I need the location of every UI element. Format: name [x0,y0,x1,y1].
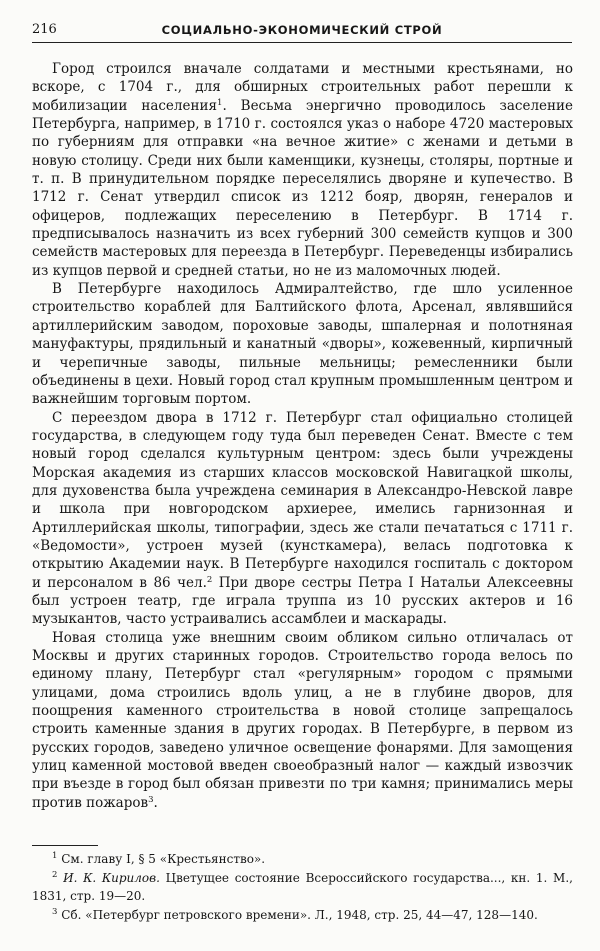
footnote-marker[interactable]: 2 [206,574,213,585]
paragraph: Новая столица уже внешним своим обликом сильно отличалась от Москвы и других старинных городов. Строительство города велось по единому плану, Петербург стал «регулярным» городом с прямыми улицами, дома строились вдоль улиц, а не в глубине дворов, для поощрения каменного строительства в новой столице запрещалось строить каменные здания в других городах. В Петербурге, в первом из русских городов, заведено уличное освещение фонарями. Для замощения улиц каменной мостовой введен своеобразный налог — каждый извозчик при въезде в город был обязан привезти по три камня; принимались меры против пожаров$^3$. [32,629,573,811]
footnote-author: И. К. Кирилов. [63,870,160,885]
footnote-number: 1 [52,851,58,861]
paragraph: С переездом двора в 1712 г. Петербург стал официально столицей государства, в следующем году туда был переведен Сенат. Вместе с тем новый город сделался культурным центром: здесь были учреждены Морская академия из старших классов московской Навигацкой школы, для духовенства была учреждена семинария в Александро-Невской лавре и школа при новгородском архиерее, имелись гарнизонная и Артиллерийская школы, типографии, здесь же стали печататься с 1711 г. «Ведомости», устроен музей (кунсткамера), велась подготовка к открытию Академии наук. В Петербурге находился госпиталь с доктором и персоналом в 86 чел.$^2$ При дворе сестры Петра I Натальи Алексеевны был устроен театр, где играла труппа из 10 русских актеров и 16 музыкантов, часто устраивались ассамблеи и маскарады. [32,409,574,628]
footnote-marker[interactable]: 3 [148,794,154,805]
running-title: СОЦИАЛЬНО-ЭКОНОМИЧЕСКИЙ СТРОЙ [161,23,443,37]
footnote-number: 3 [52,906,58,917]
footnote: $^3$ Сб. «Петербург петровского времени». Л., 1948, стр. 25, 44—47, 128—140. [52,906,538,922]
body-text [32,60,573,812]
footnote-divider [32,845,98,846]
paragraph: В Петербурге находилось Адмиралтейство, где шло усиленное строительство кораблей для Балтийского флота, Арсенал, являвшийся артиллерийским заводом, пороховые заводы, шпалерная и полотняная мануфактуры, прядильный и канатный «дворы», кожевенный, кирпичный и черепичные заводы, пильные мельницы; ремесленники были объединены в цехи. Новый город стал крупным промышленным центром и важнейшим торговым портом. [32,281,573,408]
footnote-marker[interactable]: 1 [217,97,223,108]
footnote: $^1$ См. главу I, § 5 «Крестьянство». [52,851,266,866]
footnote-number: 2 [52,869,58,880]
footnote: $^2$ И. К. Кирилов. Цветущее состояние Всероссийского государства..., кн. 1. М., 1831, стр. 19—20. [32,869,573,904]
page-number: 216 [32,22,57,37]
footnotes [32,850,573,924]
page-header [32,22,572,43]
paragraph: Город строился вначале солдатами и местными крестьянами, но вскоре, с 1704 г., для обширных строительных работ перешли к мобилизации населения$^1$. Весьма энергично проводилось заселение Петербурга, например, в 1710 г. состоялся указ о наборе 4720 мастеровых по губерниям для отправки «на вечное житие» с женами и детьми в новую столицу. Среди них были каменщики, кузнецы, столяры, портные и т. п. В принудительном порядке переселялись дворяне и купечество. В 1712 г. Сенат утвердил список из 1212 бояр, дворян, генералов и офицеров, подлежащих переселению в Петербург. В 1714 г. предписывалось назначить из всех губерний 300 семейств купцов и 300 семейств мастеровых для переезда в Петербург. Переведенцы избирались из купцов первой и средней статьи, но не из маломочных людей. [32,61,573,279]
